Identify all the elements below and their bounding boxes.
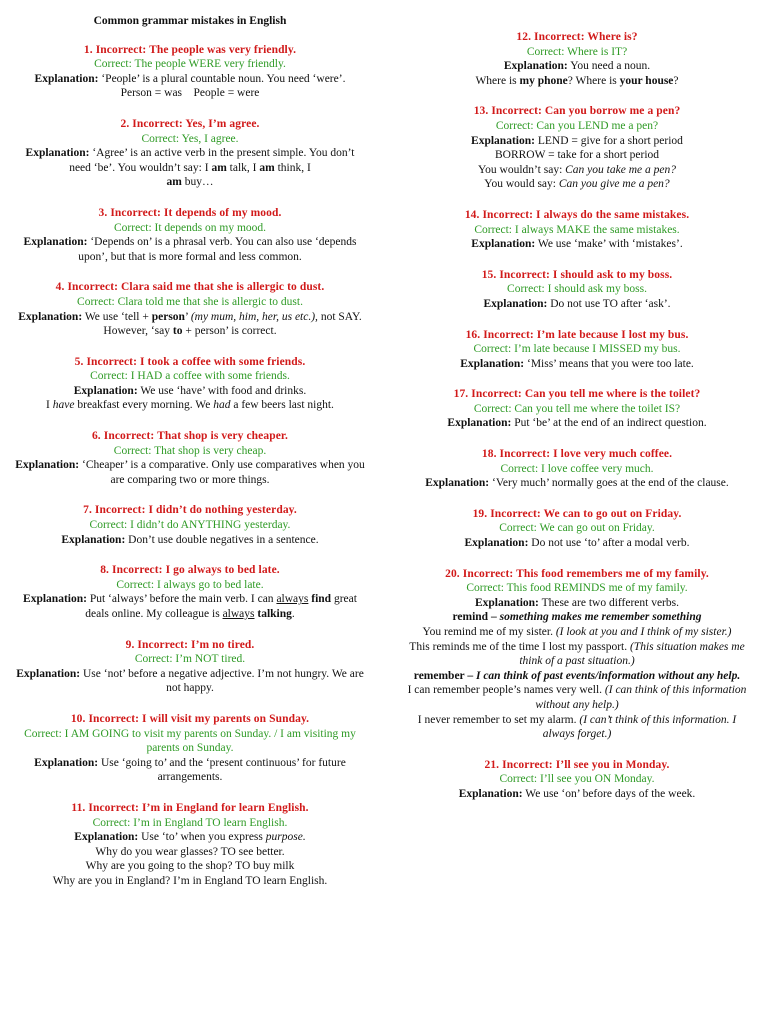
incorrect-line: 16. Incorrect: I’m late because I lost my bus. (465, 328, 689, 341)
explanation (404, 787, 750, 802)
explanation-text: You need a noun. (570, 60, 651, 73)
explanation-extra (404, 177, 750, 192)
emphasis: am (259, 161, 275, 174)
incorrect-line: 1. Incorrect: The people was very friendly. (83, 43, 297, 56)
explanation (14, 667, 366, 696)
mistake-9 (14, 638, 366, 696)
explanation (14, 458, 366, 487)
incorrect-line: 19. Incorrect: We can to go out on Friday. (472, 507, 682, 520)
incorrect-line: 2. Incorrect: Yes, I’m agree. (120, 117, 260, 130)
incorrect-line: 15. Incorrect: I should ask to my boss. (481, 268, 673, 281)
explanation-text: buy… (184, 176, 214, 189)
correct-line: Correct: Where is IT? (526, 45, 628, 58)
explanation-text: Don’t use double negatives in a sentence. (128, 533, 319, 546)
explanation-label: Explanation: (16, 667, 81, 680)
explanation-text: These are two different verbs. (541, 596, 679, 609)
correct-line: Correct: Can you tell me where the toilet IS? (473, 402, 681, 415)
correct-line: Correct: I’m NOT tired. (134, 653, 246, 666)
incorrect-line: 9. Incorrect: I’m no tired. (125, 638, 255, 651)
explanation (404, 134, 750, 149)
correct-line: Correct: This food REMINDS me of my family. (466, 582, 688, 595)
extra-text: You would say: (484, 178, 556, 191)
emphasis: remind – (452, 611, 497, 624)
explanation-label: Explanation: (34, 756, 99, 769)
explanation-extra (404, 74, 750, 89)
mistake-6 (14, 429, 366, 487)
explanation-extra (404, 683, 750, 712)
explanation-extra (14, 324, 366, 339)
explanation-text: ‘Depends on’ is a phrasal verb. You can also use ‘depends upon’, but that is more formal and less common. (78, 236, 357, 263)
explanation (404, 476, 750, 491)
mistake-16 (404, 328, 750, 372)
incorrect-line: 7. Incorrect: I didn’t do nothing yesterday. (83, 504, 297, 517)
left-column (14, 14, 366, 905)
correct-line: Correct: That shop is very cheap. (113, 444, 267, 457)
explanation-italic: Can you give me a pen? (558, 178, 670, 191)
explanation-text: Use ‘to’ when you express (141, 831, 263, 844)
explanation (404, 596, 750, 611)
emphasis: am (166, 176, 182, 189)
mistake-8 (14, 563, 366, 621)
explanation-label: Explanation: (483, 297, 548, 310)
correct-line: Correct: I always go to bed late. (116, 578, 264, 591)
mistake-1 (14, 43, 366, 101)
explanation-text: LEND = give for a short period (537, 134, 683, 147)
correct-line: Correct: I love coffee very much. (500, 462, 654, 475)
correct-line: Correct: I AM GOING to visit my parents on Sunday. / I am visiting my parents on Sunday. (24, 727, 356, 755)
explanation-italic: (I look at you and I think of my sister.) (555, 626, 732, 638)
explanation-text: ‘Very much’ normally goes at the end of the clause. (492, 477, 729, 490)
explanation-text: Use ‘not’ before a negative adjective. I’m not hungry. We are not happy. (82, 667, 364, 695)
explanation-italic: purpose. (265, 831, 306, 844)
explanation-text: great deals online. My colleague is (85, 593, 357, 620)
emphasis: my phone (519, 74, 568, 87)
explanation-text: We use ‘make’ with ‘mistakes’. (537, 238, 683, 251)
explanation (404, 297, 750, 312)
emphasis: your house (619, 74, 674, 87)
incorrect-line: 13. Incorrect: Can you borrow me a pen? (473, 105, 681, 118)
remind-heading (404, 610, 750, 625)
explanation-text: We use ‘have’ with food and drinks. (140, 384, 307, 397)
explanation-text: ‘People’ is a plural countable noun. You need ‘were’. (101, 72, 346, 85)
explanation-label: Explanation: (471, 134, 535, 147)
explanation-italic: (I can’t think of this information. I always forget.) (542, 713, 737, 741)
incorrect-line: 17. Incorrect: Can you tell me where is the toilet? (453, 388, 701, 401)
explanation-italic: have (52, 399, 75, 412)
explanation-text: think, I (277, 161, 311, 174)
explanation-italic: (my mum, him, her, us etc.), (190, 310, 318, 323)
explanation (14, 756, 366, 785)
explanation-extra: Why are you in England? I’m in England TO learn English. (52, 874, 328, 887)
extra-text: breakfast every morning. We (77, 399, 211, 412)
incorrect-line: 18. Incorrect: I love very much coffee. (481, 448, 673, 461)
punctuation: . (291, 608, 295, 620)
explanation (14, 533, 366, 548)
mistake-12 (404, 30, 750, 88)
incorrect-line: 5. Incorrect: I took a coffee with some friends. (74, 355, 306, 368)
extra-text: You wouldn’t say: (478, 163, 563, 176)
explanation-italic: (I can think of this information without any help.) (535, 684, 747, 711)
emphasis: remember – (413, 669, 474, 682)
explanation-label: Explanation: (23, 593, 87, 606)
explanation-italic: had (213, 399, 231, 412)
explanation-text: Put ‘always’ before the main verb. I can (89, 593, 274, 606)
explanation (14, 830, 366, 845)
explanation-text: ‘Agree’ is an active verb in the present simple. You don’t need ‘be’. You wouldn’t say: I (69, 147, 355, 174)
correct-line: Correct: We can go out on Friday. (499, 522, 655, 535)
incorrect-line: 6. Incorrect: That shop is very cheaper. (91, 430, 289, 443)
explanation-text: Put ‘be’ at the end of an indirect question. (514, 417, 707, 430)
explanation-extra (404, 640, 750, 669)
explanation-italic: I can think of past events/information without any help. (475, 669, 741, 682)
mistake-5 (14, 355, 366, 413)
emphasis: find (311, 593, 332, 606)
correct-line: Correct: I’ll see you ON Monday. (499, 773, 655, 786)
mistake-11 (14, 801, 366, 889)
remember-heading (404, 669, 750, 684)
quote-mark: ’ (184, 310, 188, 323)
mistake-19 (404, 507, 750, 551)
extra-text: However, ‘say (103, 325, 171, 338)
explanation-label: Explanation: (23, 236, 88, 249)
correct-line: Correct: I always MAKE the same mistakes. (474, 223, 680, 236)
explanation-extra (404, 625, 750, 640)
extra-text: I never remember to set my alarm. (417, 713, 577, 726)
mistake-15 (404, 268, 750, 312)
extra-text: This reminds me of the time I lost my passport. (409, 640, 628, 653)
correct-line: Correct: I HAD a coffee with some friends. (90, 370, 290, 383)
mistake-4 (14, 280, 366, 338)
extra-text: I (46, 399, 50, 412)
explanation-extra (404, 163, 750, 178)
explanation-label: Explanation: (25, 147, 90, 160)
explanation-label: Explanation: (425, 477, 490, 490)
explanation-label: Explanation: (474, 596, 539, 609)
explanation-text: talk, I (229, 161, 257, 174)
explanation (14, 384, 366, 399)
correct-line: Correct: I’m late because I MISSED my bus. (473, 343, 681, 356)
incorrect-line: 21. Incorrect: I’ll see you in Monday. (484, 758, 670, 771)
explanation (14, 146, 366, 190)
extra-text: ? Where is (567, 74, 617, 87)
correct-line: Correct: I’m in England TO learn English. (92, 816, 288, 829)
explanation-label: Explanation: (74, 831, 139, 844)
explanation (404, 237, 750, 252)
explanation-text: ‘Cheaper’ is a comparative. Only use comparatives when you are comparing two or more things. (81, 459, 365, 486)
incorrect-line: 11. Incorrect: I’m in England for learn English. (71, 801, 309, 814)
explanation-extra (14, 398, 366, 413)
mistake-3 (14, 206, 366, 264)
explanation-label: Explanation: (18, 310, 83, 323)
punctuation: ? (673, 74, 679, 87)
explanation-extra: Why do you wear glasses? TO see better. (95, 845, 285, 858)
explanation (14, 310, 366, 325)
explanation-text: Do not use TO after ‘ask’. (550, 297, 671, 310)
mistake-2 (14, 117, 366, 190)
explanation-extra (404, 713, 750, 742)
explanation-label: Explanation: (471, 238, 536, 251)
correct-line: Correct: I didn’t do ANYTHING yesterday. (89, 519, 291, 532)
correct-line: Correct: It depends on my mood. (113, 221, 267, 234)
explanation-label: Explanation: (61, 533, 126, 546)
explanation-italic: something makes me remember something (499, 611, 702, 624)
explanation-label: Explanation: (458, 787, 523, 800)
explanation-text: We use ‘on’ before days of the week. (525, 787, 696, 800)
correct-line: Correct: I should ask my boss. (507, 283, 647, 296)
explanation (14, 592, 366, 621)
mistake-17 (404, 387, 750, 431)
explanation-text: not SAY. (320, 310, 362, 323)
underlined-word: always (276, 593, 309, 606)
incorrect-line: 12. Incorrect: Where is? (516, 31, 638, 43)
explanation-text: ‘Miss’ means that you were too late. (526, 357, 694, 370)
incorrect-line: 20. Incorrect: This food remembers me of my family. (445, 567, 709, 580)
explanation-label: Explanation: (460, 357, 525, 370)
extra-text: I can remember people’s names very well. (407, 684, 603, 697)
mistake-7 (14, 503, 366, 547)
explanation (14, 235, 366, 264)
explanation-label: Explanation: (73, 384, 138, 397)
explanation-label: Explanation: (464, 537, 529, 550)
extra-text: a few beers last night. (233, 399, 334, 412)
explanation (404, 357, 750, 372)
incorrect-line: 10. Incorrect: I will visit my parents on Sunday. (70, 712, 310, 725)
emphasis: person (151, 310, 185, 323)
explanation-text: We use ‘tell + (84, 310, 149, 323)
explanation (14, 72, 366, 87)
explanation-text: Use ‘going to’ and the ‘present continuous’ for future arrangements. (100, 756, 346, 784)
explanation-label: Explanation: (447, 417, 512, 430)
mistake-13 (404, 104, 750, 192)
emphasis: am (211, 161, 227, 174)
mistake-18 (404, 447, 750, 491)
incorrect-line: 4. Incorrect: Clara said me that she is allergic to dust. (55, 281, 325, 294)
explanation-italic: (This situation makes me think of a past situation.) (519, 640, 745, 668)
extra-text: You remind me of my sister. (422, 626, 553, 638)
extra-text: Where is (475, 74, 517, 87)
explanation (404, 416, 750, 431)
emphasis: talking (257, 608, 292, 620)
underlined-word: always (222, 608, 255, 620)
incorrect-line: 3. Incorrect: It depends of my mood. (98, 206, 282, 219)
explanation-extra: Person = was People = were (120, 87, 260, 100)
incorrect-line: 14. Incorrect: I always do the same mistakes. (464, 208, 690, 221)
mistake-20 (404, 567, 750, 742)
mistake-21 (404, 758, 750, 802)
correct-line: Correct: Clara told me that she is allergic to dust. (77, 295, 303, 308)
incorrect-line: 8. Incorrect: I go always to bed late. (100, 564, 280, 577)
explanation-extra: BORROW = take for a short period (494, 149, 660, 162)
extra-text: + person’ is correct. (185, 325, 277, 338)
correct-line: Correct: Can you LEND me a pen? (495, 119, 659, 132)
explanation-label: Explanation: (34, 72, 99, 85)
mistake-14 (404, 208, 750, 252)
mistake-10 (14, 712, 366, 785)
explanation (404, 536, 750, 551)
explanation-extra: Why are you going to the shop? TO buy milk (85, 860, 295, 873)
explanation-label: Explanation: (15, 459, 80, 472)
correct-line: Correct: The people WERE very friendly. (94, 58, 286, 71)
right-column (404, 30, 750, 818)
explanation-italic: Can you take me a pen? (565, 163, 676, 176)
document-title: Common grammar mistakes in English (93, 15, 287, 27)
correct-line: Correct: Yes, I agree. (141, 132, 239, 145)
emphasis: to (172, 325, 183, 338)
explanation (404, 59, 750, 74)
explanation-text: Do not use ‘to’ after a modal verb. (531, 537, 690, 550)
explanation-label: Explanation: (503, 60, 568, 73)
